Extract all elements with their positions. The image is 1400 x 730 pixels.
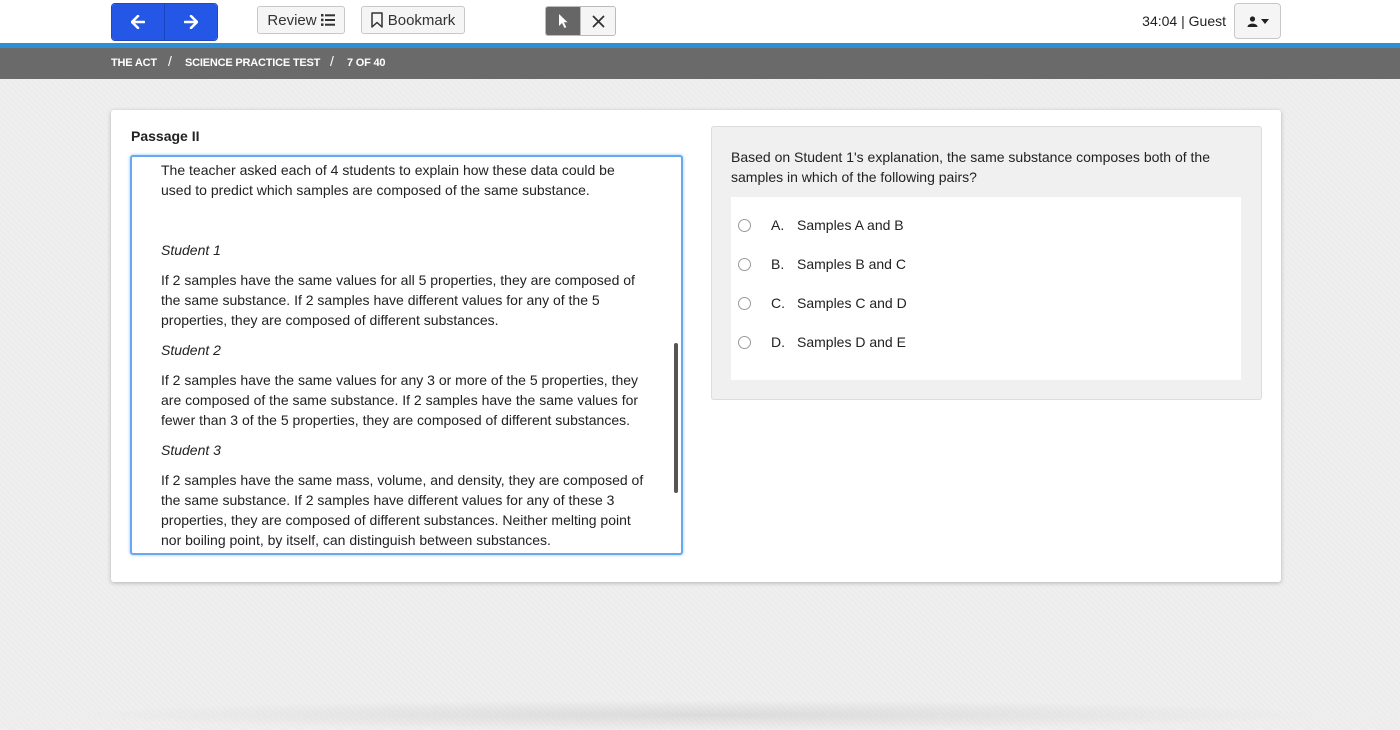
choice-text: Samples D and E: [797, 334, 906, 350]
forward-button[interactable]: [164, 4, 217, 40]
top-toolbar: [0, 0, 1400, 44]
choice-letter: B.: [771, 256, 785, 272]
student-2-name: Student 2: [161, 342, 221, 358]
choice-text: Samples A and B: [797, 217, 904, 233]
back-button[interactable]: [112, 4, 164, 40]
cross-icon: [592, 15, 605, 28]
choice-c[interactable]: [731, 293, 1241, 313]
question-panel: [711, 126, 1262, 400]
timer: 34:04: [1142, 13, 1178, 29]
caret-down-icon: [1261, 19, 1269, 24]
radio-button[interactable]: [738, 219, 751, 232]
breadcrumb: [0, 48, 1400, 79]
arrow-right-icon: [184, 15, 198, 29]
breadcrumb-separator: /: [168, 53, 172, 69]
passage-intro: The teacher asked each of 4 students to explain how these data could be used to predict which samples are composed of the same substance.: [161, 162, 615, 198]
arrow-left-icon: [131, 15, 145, 29]
passage-scrollbar[interactable]: [674, 343, 678, 493]
student-1-text: If 2 samples have the same values for all 5 properties, they are composed of the same substance. If 2 samples have different values for any of the 5 properties, they are composed of different substances.: [161, 272, 635, 328]
choice-letter: C.: [771, 295, 785, 311]
page-shadow: [60, 700, 1340, 730]
navigation-buttons: [111, 3, 218, 41]
question-text: Based on Student 1's explanation, the same substance composes both of the samples in which of the following pairs?: [731, 149, 1210, 185]
bookmark-button[interactable]: [361, 6, 465, 34]
choice-letter: D.: [771, 334, 785, 350]
choice-text: Samples C and D: [797, 295, 907, 311]
choice-d[interactable]: [731, 332, 1241, 352]
answer-tools: [545, 6, 616, 36]
breadcrumb-separator: /: [330, 53, 334, 69]
pointer-tool-button[interactable]: [546, 7, 580, 35]
answer-choices: [731, 197, 1241, 380]
student-3-text: If 2 samples have the same mass, volume, and density, they are composed of the same substance. If 2 samples have different values for any of these 3 properties, they are composed of different substances. Neither melting point nor boiling point, by itself, can distinguish between substances.: [161, 472, 644, 548]
review-button[interactable]: [257, 6, 345, 34]
student-2-text: If 2 samples have the same values for any 3 or more of the 5 properties, they are composed of the same substance. If 2 samples have the same values for fewer than 3 of the 5 properties, they are composed of different substances.: [161, 372, 639, 428]
breadcrumb-item-test[interactable]: THE ACT: [111, 57, 157, 69]
choice-a[interactable]: [731, 215, 1241, 235]
bookmark-icon: [371, 12, 383, 28]
passage-scroll-area[interactable]: [130, 155, 683, 555]
student-3-name: Student 3: [161, 442, 221, 458]
pointer-icon: [557, 13, 569, 29]
choice-letter: A.: [771, 217, 785, 233]
user-menu-button[interactable]: [1234, 3, 1281, 39]
review-label: Review: [267, 11, 317, 29]
bookmark-label: Bookmark: [387, 11, 456, 29]
radio-button[interactable]: [738, 336, 751, 349]
choice-text: Samples B and C: [797, 256, 906, 272]
timer-user-info: [1142, 13, 1226, 29]
list-icon: [321, 14, 335, 26]
user-name: Guest: [1188, 13, 1226, 29]
eliminate-tool-button[interactable]: [580, 7, 615, 35]
question-card: [111, 110, 1281, 582]
user-icon: [1247, 16, 1258, 27]
student-1-name: Student 1: [161, 242, 221, 258]
choice-b[interactable]: [731, 254, 1241, 274]
breadcrumb-item-section[interactable]: SCIENCE PRACTICE TEST: [185, 57, 321, 69]
timer-separator: |: [1181, 13, 1185, 29]
radio-button[interactable]: [738, 258, 751, 271]
breadcrumb-item-progress: 7 OF 40: [347, 57, 386, 69]
radio-button[interactable]: [738, 297, 751, 310]
passage-title: Passage II: [131, 128, 200, 144]
